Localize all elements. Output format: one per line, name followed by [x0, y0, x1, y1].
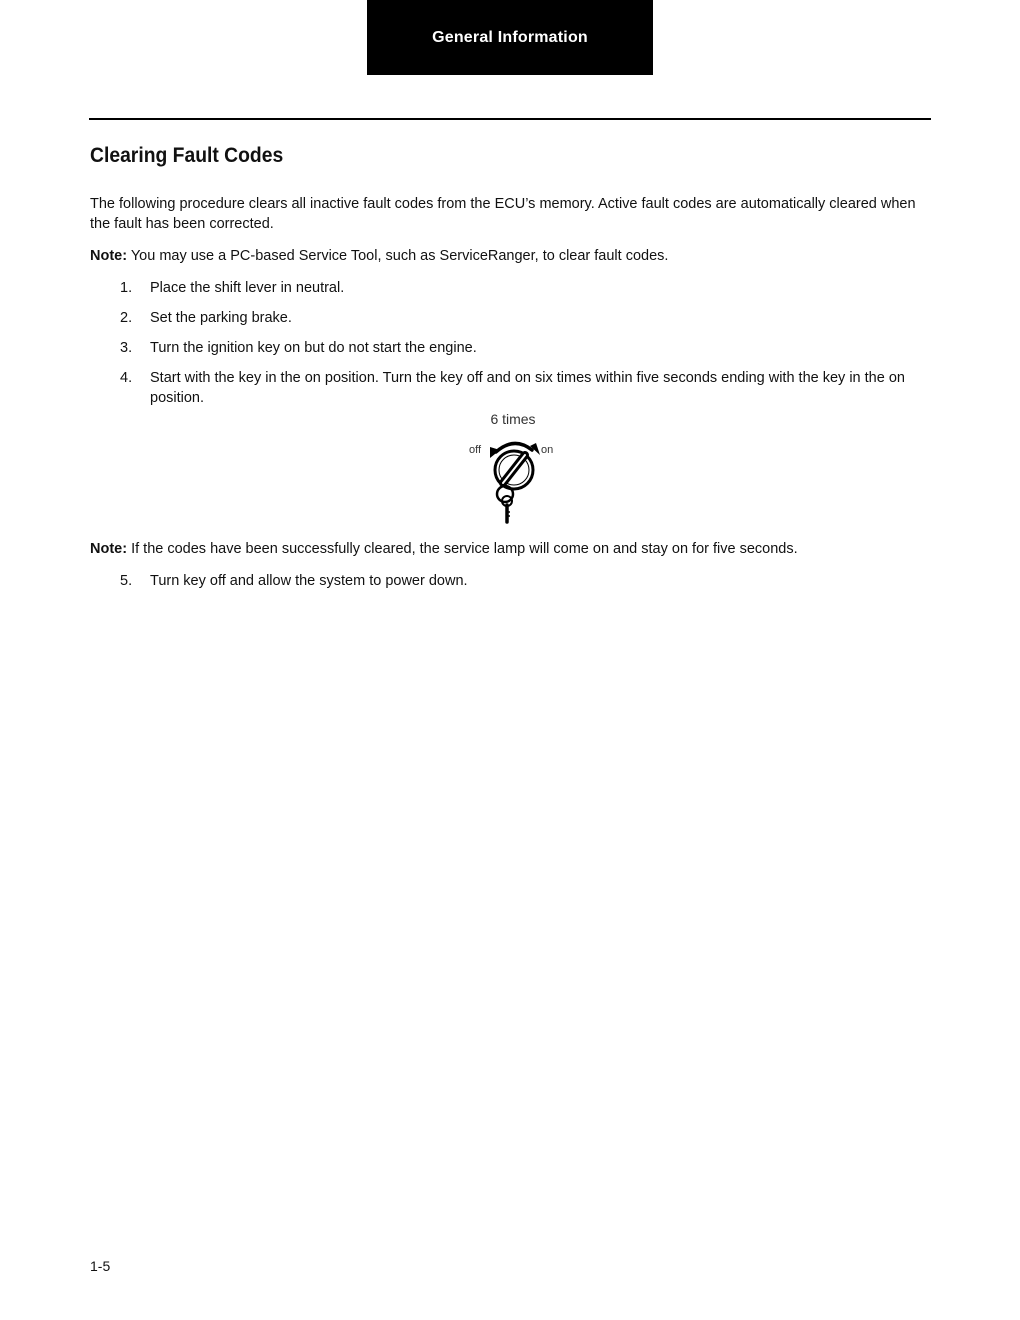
- step-number: 4.: [120, 370, 133, 386]
- figure-on-label: on: [541, 444, 554, 456]
- page-title: Clearing Fault Codes: [90, 144, 284, 167]
- ignition-key-figure: [460, 408, 570, 528]
- step-text: Turn key off and allow the system to power down.: [150, 573, 468, 589]
- step-number: 1.: [120, 280, 133, 296]
- note-service-tool: [90, 246, 932, 266]
- note-label: Note:: [90, 248, 128, 264]
- page-number: 1-5: [90, 1258, 111, 1274]
- step-number: 3.: [120, 340, 133, 356]
- intro-paragraph: The following procedure clears all inactive fault codes from the ECU’s memory. Active fault codes are automatically cleared when the fault has been corrected.: [90, 196, 916, 232]
- figure-off-label: off: [469, 444, 482, 456]
- note-label: Note:: [90, 541, 128, 557]
- note-text: You may use a PC-based Service Tool, such as ServiceRanger, to clear fault codes.: [127, 248, 669, 264]
- section-tab-label: General Information: [432, 28, 588, 46]
- step-text: Set the parking brake.: [150, 310, 292, 326]
- list-item: [120, 338, 932, 358]
- figure-times-label: 6 times: [490, 411, 536, 427]
- note-text: If the codes have been successfully cleared, the service lamp will come on and stay on for five seconds.: [127, 541, 798, 557]
- list-item: [120, 368, 932, 408]
- section-tab: [367, 0, 653, 75]
- note-service-lamp: [90, 539, 932, 559]
- step-text: Turn the ignition key on but do not start the engine.: [150, 340, 477, 356]
- step-number: 5.: [120, 573, 133, 589]
- list-item: [120, 278, 932, 298]
- step-number: 2.: [120, 310, 133, 326]
- list-item: [120, 308, 932, 328]
- step-text: Start with the key in the on position. Turn the key off and on six times within five seconds ending with the key in the on position.: [150, 370, 905, 406]
- step-text: Place the shift lever in neutral.: [150, 280, 345, 296]
- header-divider: [89, 118, 931, 120]
- list-item: [120, 571, 932, 591]
